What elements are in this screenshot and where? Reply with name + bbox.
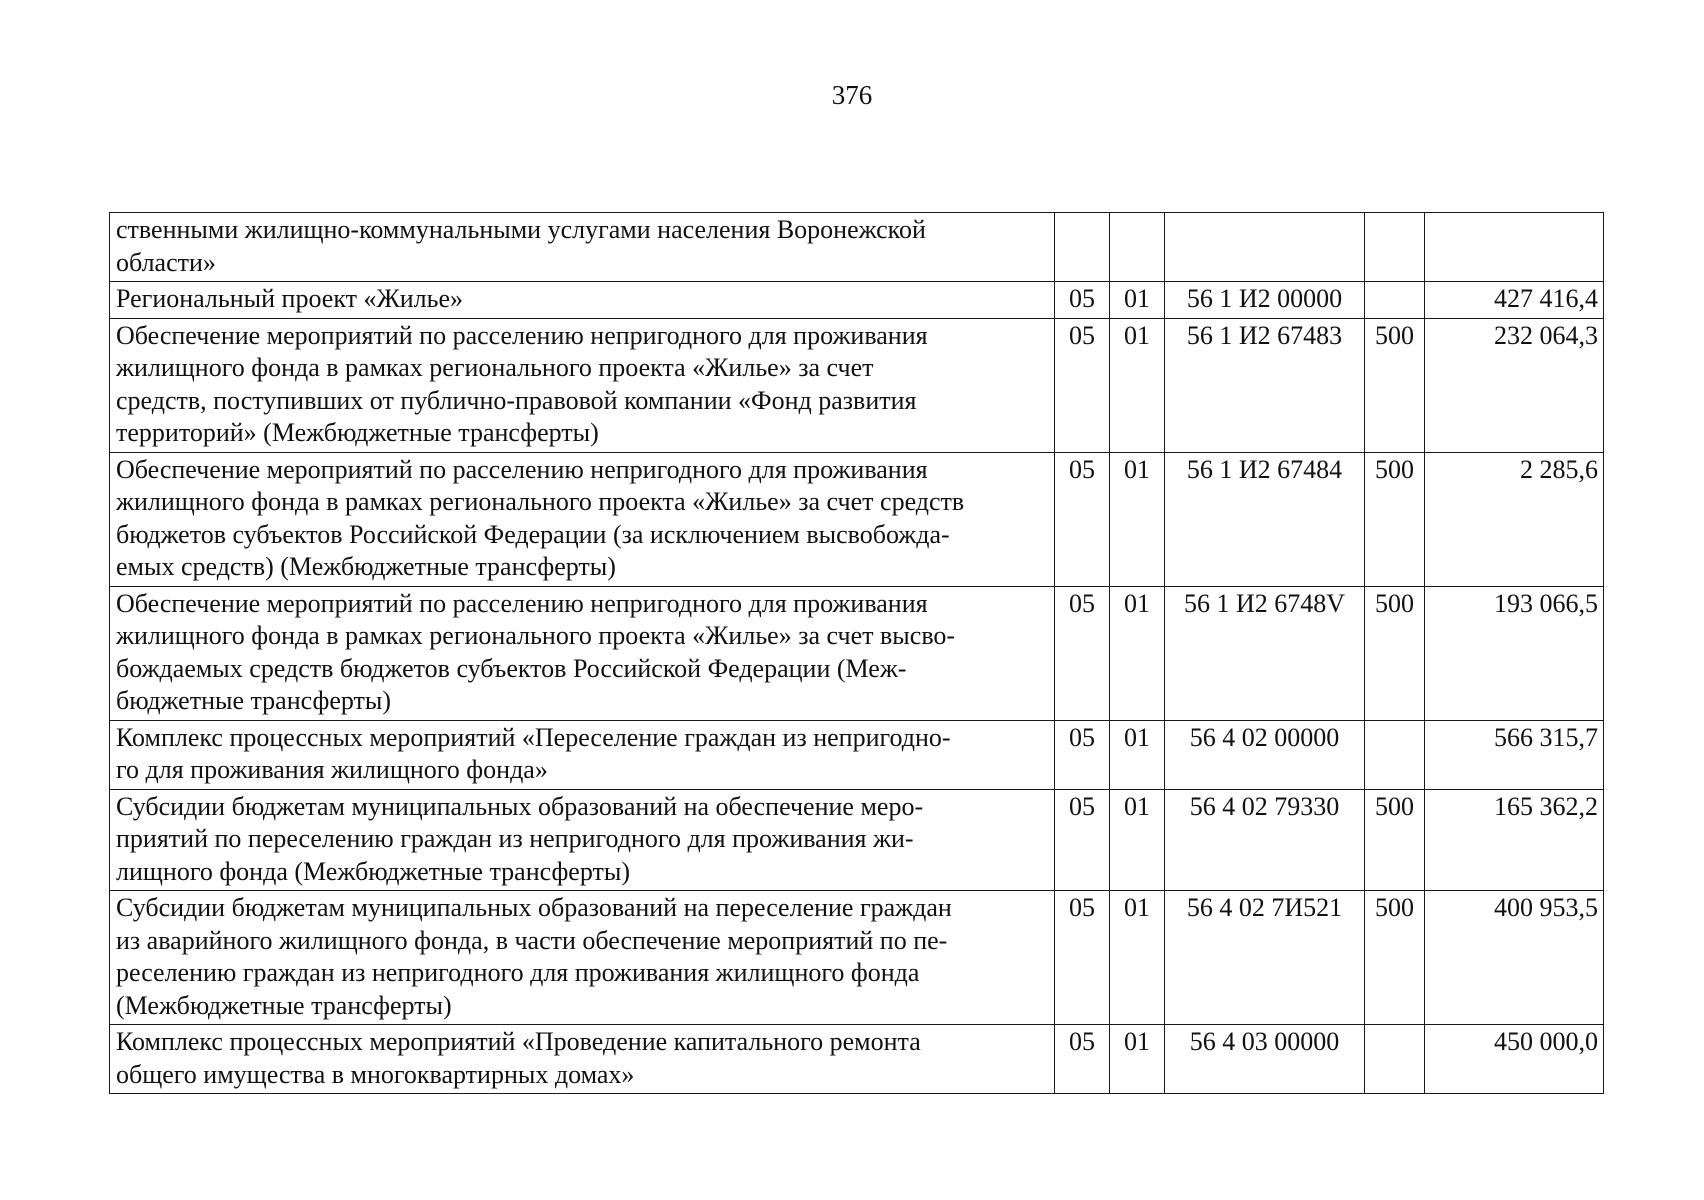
section-code-cell xyxy=(1055,213,1110,282)
item-name-line: Обеспечение мероприятий по расселению непригодного для проживания xyxy=(116,320,928,350)
item-name-line: общего имущества в многоквартирных домах» xyxy=(116,1059,635,1089)
target-article-code-cell: 56 1 И2 67483 xyxy=(1165,318,1365,452)
item-name-line: приятий по переселению граждан из непригодного для проживания жи- xyxy=(116,824,914,853)
item-name-cell xyxy=(110,452,1055,586)
item-name-cell xyxy=(110,318,1055,452)
item-name-cell xyxy=(110,282,1055,319)
target-article-code-cell: 56 4 03 00000 xyxy=(1165,1025,1365,1094)
expense-type-code-cell: 500 xyxy=(1365,789,1425,891)
table-row xyxy=(110,213,1604,282)
item-name-line: жилищного фонда в рамках регионального проекта «Жилье» за счет средств xyxy=(116,487,965,516)
subsection-code-cell: 01 xyxy=(1110,720,1165,789)
item-name-cell xyxy=(110,1025,1055,1094)
section-code-cell: 05 xyxy=(1055,789,1110,891)
section-code-cell: 05 xyxy=(1055,720,1110,789)
subsection-code-cell: 01 xyxy=(1110,891,1165,1025)
item-name-line: реселению граждан из непригодного для проживания жилищного фонда xyxy=(116,958,920,987)
amount-cell: 193 066,5 xyxy=(1425,586,1604,720)
item-name-line: области» xyxy=(116,247,216,277)
page-number: 376 xyxy=(831,80,873,110)
amount-cell: 566 315,7 xyxy=(1425,720,1604,789)
section-code-cell: 05 xyxy=(1055,452,1110,586)
subsection-code-cell xyxy=(1110,213,1165,282)
section-code-cell: 05 xyxy=(1055,318,1110,452)
item-name-line: ственными жилищно-коммунальными услугами населения Воронежской xyxy=(116,215,926,244)
section-code-cell: 05 xyxy=(1055,1025,1110,1094)
item-name-line: емых средств) (Межбюджетные трансферты) xyxy=(116,552,616,581)
item-name-line: Обеспечение мероприятий по расселению непригодного для проживания xyxy=(116,454,928,484)
table-row xyxy=(110,720,1604,789)
item-name-cell xyxy=(110,891,1055,1025)
item-name-line: бюджетов субъектов Российской Федерации (за исключением высвобожда- xyxy=(116,519,950,549)
expense-type-code-cell: 500 xyxy=(1365,891,1425,1025)
target-article-code-cell: 56 1 И2 67484 xyxy=(1165,452,1365,586)
item-name-line: го для проживания жилищного фонда» xyxy=(116,755,548,784)
item-name-line: бюджетные трансферты) xyxy=(116,686,392,715)
subsection-code-cell: 01 xyxy=(1110,1025,1165,1094)
expense-type-code-cell xyxy=(1365,1025,1425,1094)
item-name-cell xyxy=(110,586,1055,720)
target-article-code-cell: 56 4 02 7И521 xyxy=(1165,891,1365,1025)
expense-type-code-cell: 500 xyxy=(1365,586,1425,720)
expense-type-code-cell: 500 xyxy=(1365,452,1425,586)
table-row xyxy=(110,318,1604,452)
item-name-line: бождаемых средств бюджетов субъектов Российской Федерации (Меж- xyxy=(116,653,907,683)
subsection-code-cell: 01 xyxy=(1110,282,1165,319)
target-article-code-cell xyxy=(1165,213,1365,282)
amount-cell: 450 000,0 xyxy=(1425,1025,1604,1094)
item-name-line: территорий» (Межбюджетные трансферты) xyxy=(116,418,599,447)
subsection-code-cell: 01 xyxy=(1110,318,1165,452)
item-name-cell xyxy=(110,720,1055,789)
expense-type-code-cell xyxy=(1365,282,1425,319)
table-row xyxy=(110,891,1604,1025)
item-name-line: (Межбюджетные трансферты) xyxy=(116,990,452,1020)
item-name-line: из аварийного жилищного фонда, в части обеспечение мероприятий по пе- xyxy=(116,925,948,955)
section-code-cell: 05 xyxy=(1055,891,1110,1025)
expense-type-code-cell xyxy=(1365,720,1425,789)
target-article-code-cell: 56 1 И2 6748V xyxy=(1165,586,1365,720)
expense-type-code-cell xyxy=(1365,213,1425,282)
item-name-line: лищного фонда (Межбюджетные трансферты) xyxy=(116,856,630,886)
target-article-code-cell: 56 4 02 79330 xyxy=(1165,789,1365,891)
item-name-cell xyxy=(110,789,1055,891)
item-name-line: Комплекс процессных мероприятий «Переселение граждан из непригодно- xyxy=(116,722,951,752)
subsection-code-cell: 01 xyxy=(1110,452,1165,586)
expense-type-code-cell: 500 xyxy=(1365,318,1425,452)
item-name-line: жилищного фонда в рамках регионального проекта «Жилье» за счет xyxy=(116,353,874,382)
target-article-code-cell: 56 1 И2 00000 xyxy=(1165,282,1365,319)
subsection-code-cell: 01 xyxy=(1110,789,1165,891)
item-name-line: средств, поступивших от публично-правовой компании «Фонд развития xyxy=(116,385,917,415)
budget-table-body xyxy=(110,213,1604,1094)
table-row xyxy=(110,452,1604,586)
amount-cell: 400 953,5 xyxy=(1425,891,1604,1025)
table-row xyxy=(110,282,1604,319)
subsection-code-cell: 01 xyxy=(1110,586,1165,720)
amount-cell: 427 416,4 xyxy=(1425,282,1604,319)
amount-cell: 232 064,3 xyxy=(1425,318,1604,452)
amount-cell xyxy=(1425,213,1604,282)
item-name-cell xyxy=(110,213,1055,282)
item-name-line: Субсидии бюджетам муниципальных образований на переселение граждан xyxy=(116,893,952,922)
amount-cell: 165 362,2 xyxy=(1425,789,1604,891)
item-name-line: Комплекс процессных мероприятий «Проведение капитального ремонта xyxy=(116,1027,921,1056)
section-code-cell: 05 xyxy=(1055,586,1110,720)
table-row xyxy=(110,789,1604,891)
item-name-line: Субсидии бюджетам муниципальных образований на обеспечение меро- xyxy=(116,791,924,821)
item-name-line: Региональный проект «Жилье» xyxy=(116,284,464,313)
item-name-line: жилищного фонда в рамках регионального проекта «Жилье» за счет высво- xyxy=(116,621,956,650)
amount-cell: 2 285,6 xyxy=(1425,452,1604,586)
table-row xyxy=(110,1025,1604,1094)
target-article-code-cell: 56 4 02 00000 xyxy=(1165,720,1365,789)
budget-table xyxy=(109,212,1604,1094)
item-name-line: Обеспечение мероприятий по расселению непригодного для проживания xyxy=(116,588,928,618)
section-code-cell: 05 xyxy=(1055,282,1110,319)
table-row xyxy=(110,586,1604,720)
